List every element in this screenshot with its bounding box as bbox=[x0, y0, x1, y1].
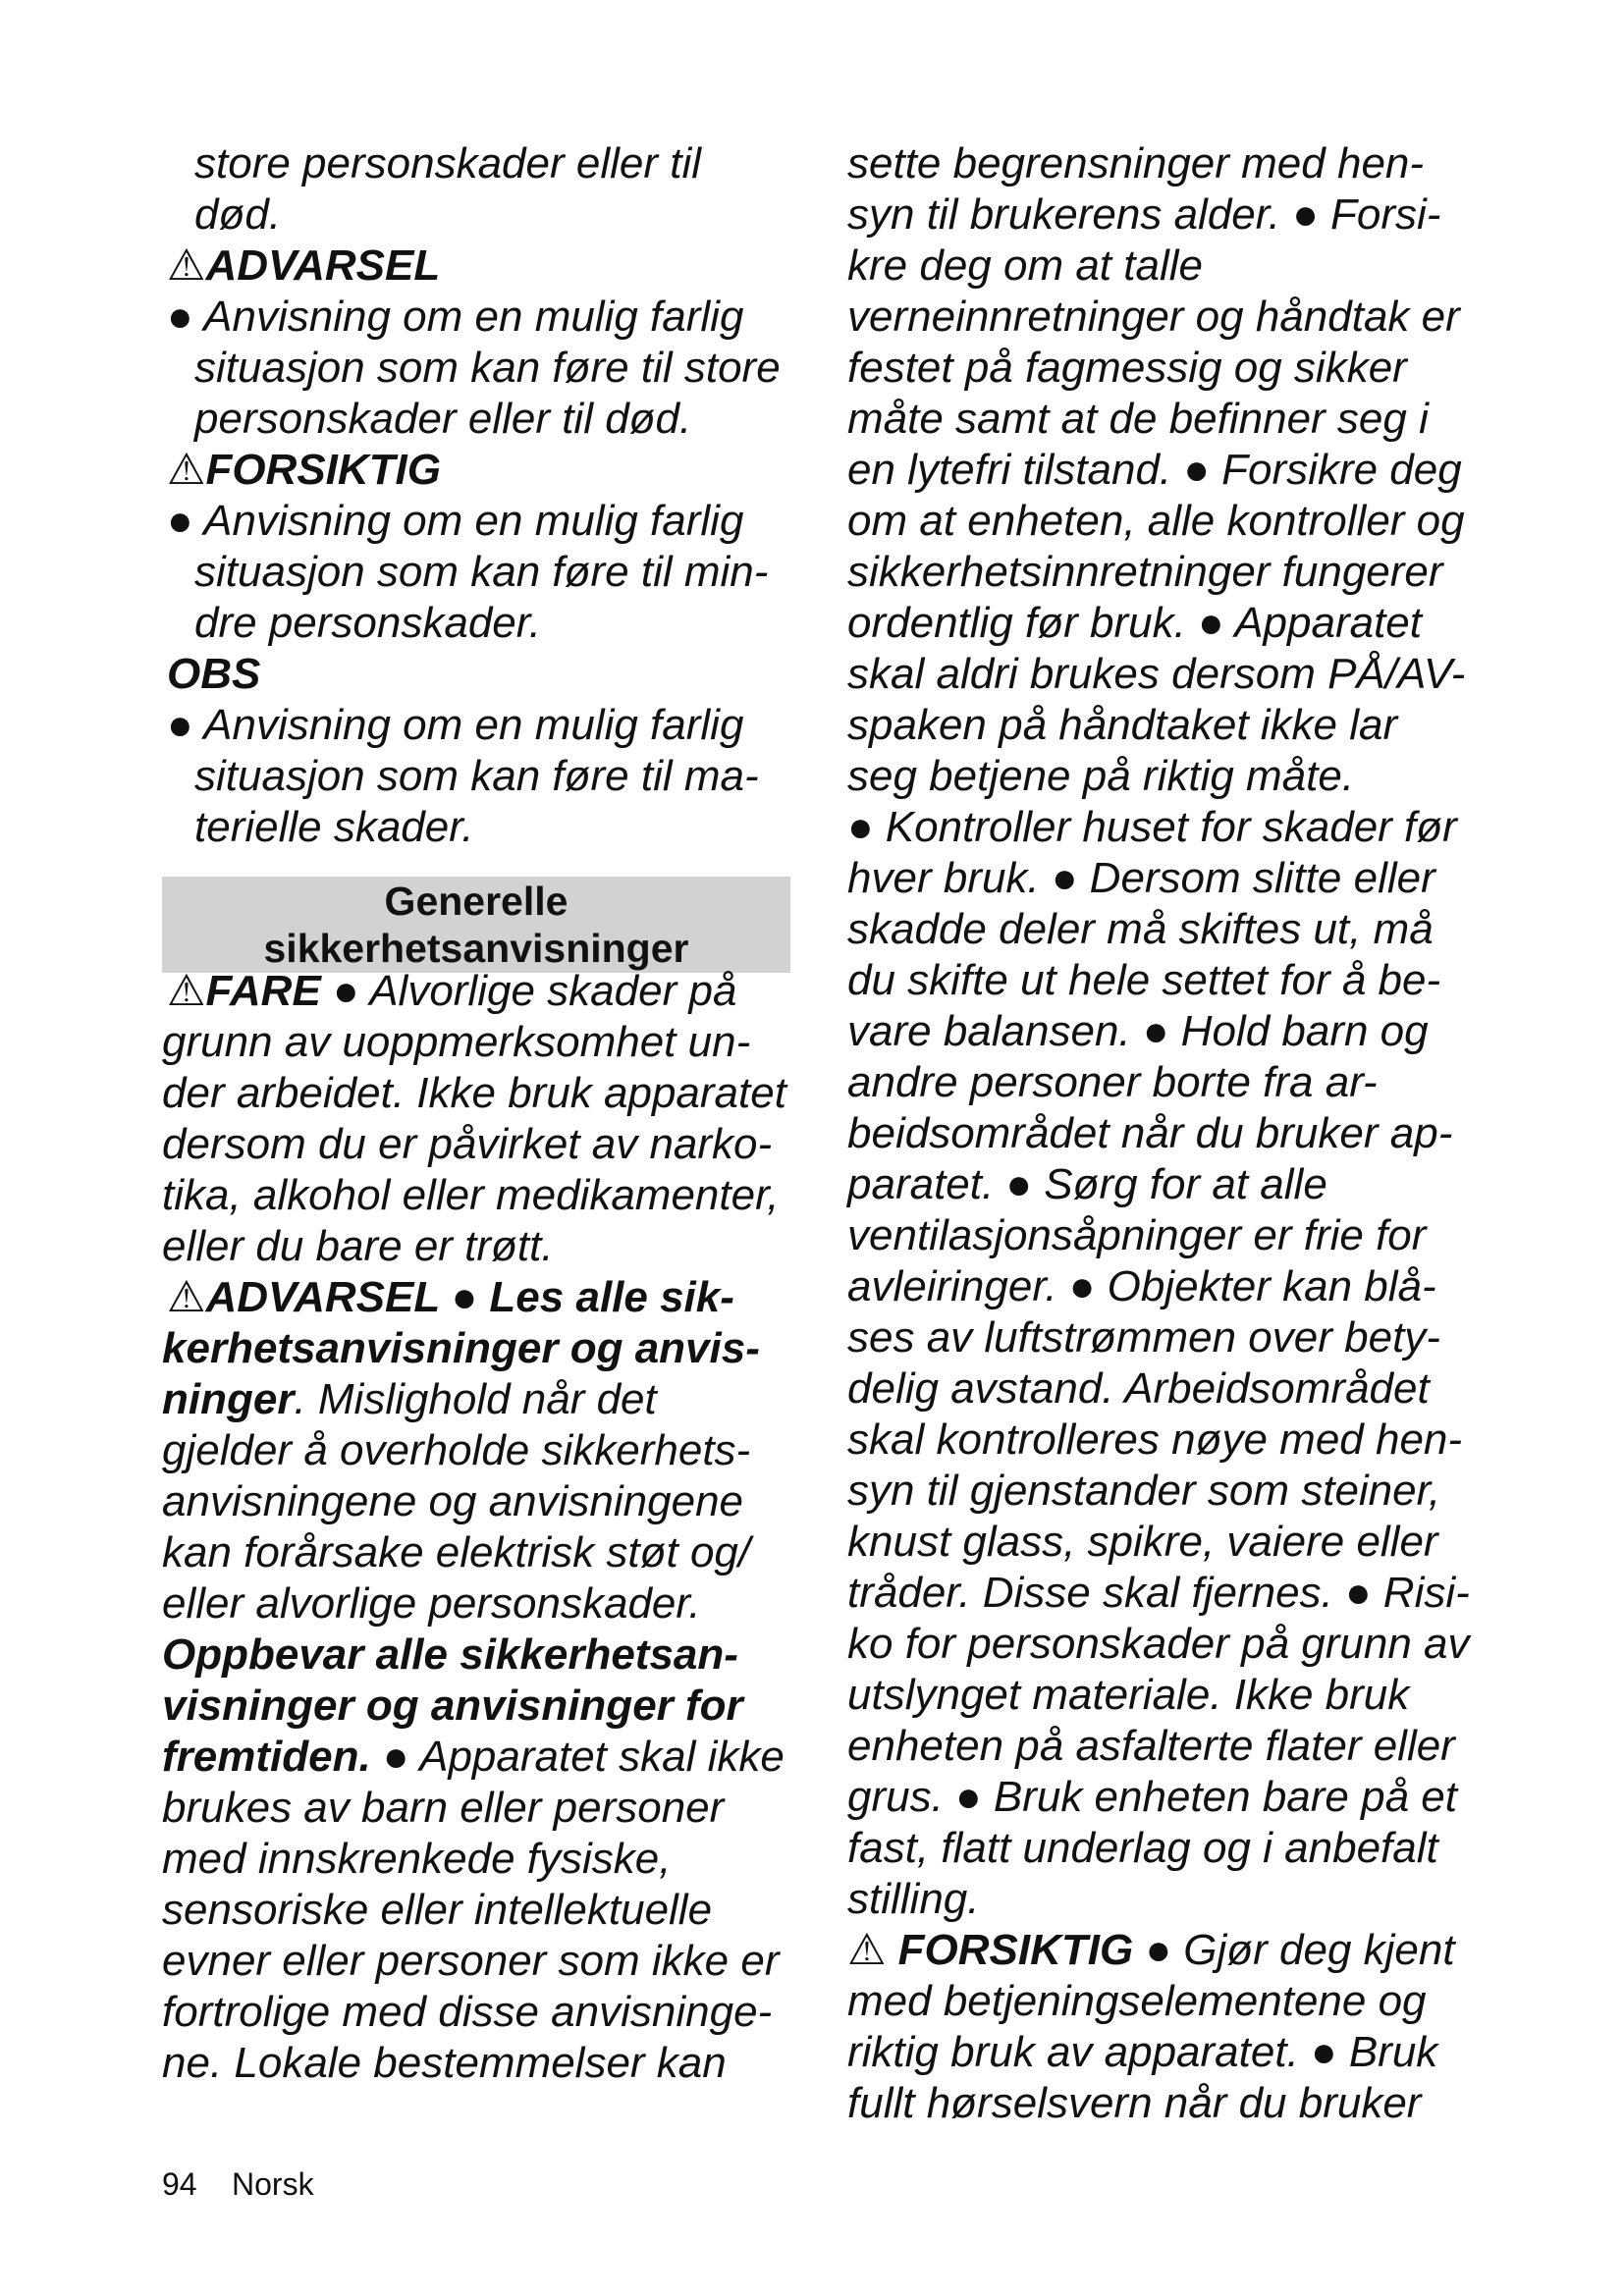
text-line: grunn av uoppmerksomhet un- bbox=[162, 1018, 751, 1066]
text-line: situasjon som kan føre til min- bbox=[194, 548, 769, 596]
text-line: med betjeningselementene og bbox=[847, 1977, 1427, 2025]
text-line: fast, flatt underlag og i anbefalt bbox=[847, 1824, 1438, 1872]
text-line: kre deg om at talle bbox=[847, 241, 1203, 290]
text-line: andre personer borte fra ar- bbox=[847, 1058, 1378, 1106]
text-line: stilling. bbox=[847, 1875, 980, 1923]
text-line: festet på fagmessig og sikker bbox=[847, 344, 1407, 392]
caution-label: ⚠ FORSIKTIG bbox=[847, 1926, 1134, 1974]
text-line: ne. Lokale bestemmelser kan bbox=[162, 2039, 727, 2087]
text-line: fullt hørselsvern når du bruker bbox=[847, 2079, 1422, 2127]
text-line: med innskrenkede fysiske, bbox=[162, 1835, 672, 1883]
text-line: syn til brukerens alder. ● Forsi- bbox=[847, 190, 1441, 239]
text-line: dersom du er påvirket av narko- bbox=[162, 1120, 773, 1168]
text-line: beidsområdet når du bruker ap- bbox=[847, 1109, 1453, 1157]
text-line: seg betjene på riktig måte. bbox=[847, 752, 1355, 800]
text-line: personskader eller til død. bbox=[194, 395, 692, 443]
text-line: ● Anvisning om en mulig farlig bbox=[167, 293, 744, 341]
text-line: eller du bare er trøtt. bbox=[162, 1222, 554, 1270]
page-language: Norsk bbox=[232, 2166, 314, 2202]
text-line bbox=[167, 966, 736, 1017]
text-line: syn til gjenstander som steiner, bbox=[847, 1467, 1441, 1515]
text-line: avleiringer. ● Objekter kan blå- bbox=[847, 1262, 1436, 1310]
text-line: grus. ● Bruk enheten bare på et bbox=[847, 1773, 1457, 1821]
text-line: delig avstand. Arbeidsområdet bbox=[847, 1364, 1430, 1413]
text-span: ● Gjør deg kjent bbox=[1133, 1926, 1455, 1974]
text-line: du skifte ut hele settet for å be- bbox=[847, 956, 1441, 1004]
text-line: ● Anvisning om en mulig farlig bbox=[167, 497, 744, 545]
text-line: ses av luftstrømmen over bety- bbox=[847, 1313, 1440, 1362]
text-line: ko for personskader på grunn av bbox=[847, 1620, 1470, 1668]
caution-label: ⚠FORSIKTIG bbox=[167, 446, 441, 494]
text-line: knust glass, spikre, vaiere eller bbox=[847, 1518, 1438, 1566]
text-line: evner eller personer som ikke er bbox=[162, 1937, 780, 1985]
text-line: skadde deler må skiftes ut, må bbox=[847, 905, 1434, 953]
section-heading: sikkerhetsanvisninger bbox=[263, 926, 689, 971]
section-heading: Generelle bbox=[384, 879, 568, 924]
text-line: gjelder å overholde sikkerhets- bbox=[162, 1426, 751, 1474]
text-line: tråder. Disse skal fjernes. ● Risi- bbox=[847, 1569, 1470, 1617]
text-span: ● Alvorlige skader på bbox=[320, 967, 737, 1015]
text-line: om at enheten, alle kontroller og bbox=[847, 497, 1465, 545]
text-line: utslynget materiale. Ikke bruk bbox=[847, 1671, 1410, 1719]
text-line: skal aldri brukes dersom PÅ/AV- bbox=[847, 650, 1466, 698]
text-line: verneinnretninger og håndtak er bbox=[847, 293, 1460, 341]
text-line: ● Kontroller huset for skader før bbox=[847, 803, 1457, 851]
text-line bbox=[847, 1925, 1455, 1976]
text-line: skal kontrolleres nøye med hen- bbox=[847, 1415, 1463, 1464]
text-line: enheten på asfalterte flater eller bbox=[847, 1722, 1455, 1770]
text-line: ● Anvisning om en mulig farlig bbox=[167, 701, 744, 749]
warning-label: ⚠ADVARSEL ● Les alle sik- bbox=[167, 1273, 734, 1321]
text-line: fortrolige med disse anvisninge- bbox=[162, 1988, 773, 2036]
danger-label: ⚠FARE bbox=[167, 967, 321, 1015]
notice-label: OBS bbox=[167, 650, 261, 698]
text-line: dre personskader. bbox=[194, 599, 542, 647]
text-line: riktig bruk av apparatet. ● Bruk bbox=[847, 2028, 1438, 2076]
page-number: 94 bbox=[162, 2166, 197, 2202]
text-line: ordentlig før bruk. ● Apparatet bbox=[847, 599, 1422, 647]
warning-label: ⚠ADVARSEL bbox=[167, 241, 441, 290]
text-span: . Mislighold når det bbox=[294, 1375, 657, 1423]
text-line: brukes av barn eller personer bbox=[162, 1784, 725, 1832]
text-line: kan forårsake elektrisk støt og/ bbox=[162, 1528, 751, 1576]
text-line: spaken på håndtaket ikke lar bbox=[847, 701, 1398, 749]
text-line: der arbeidet. Ikke bruk apparatet bbox=[162, 1069, 786, 1117]
text-line: anvisningene og anvisningene bbox=[162, 1477, 744, 1525]
text-line: store personskader eller til bbox=[194, 139, 702, 187]
text-line: paratet. ● Sørg for at alle bbox=[847, 1160, 1327, 1208]
text-line-bold: kerhetsanvisninger og anvis- bbox=[162, 1324, 760, 1372]
text-line bbox=[162, 1374, 657, 1425]
text-line: situasjon som kan føre til store bbox=[194, 344, 781, 392]
text-line: død. bbox=[194, 190, 282, 239]
text-line bbox=[162, 1732, 785, 1783]
text-line: eller alvorlige personskader. bbox=[162, 1579, 701, 1628]
text-line: situasjon som kan føre til ma- bbox=[194, 752, 759, 800]
text-line: sensoriske eller intellektuelle bbox=[162, 1886, 713, 1934]
text-line-bold: visninger og anvisninger for bbox=[162, 1682, 743, 1730]
text-span-bold: ninger bbox=[162, 1375, 295, 1423]
text-line: hver bruk. ● Dersom slitte eller bbox=[847, 854, 1435, 902]
text-span: ● Apparatet skal ikke bbox=[370, 1733, 785, 1781]
text-line: måte samt at de befinner seg i bbox=[847, 395, 1429, 443]
text-line: sette begrensninger med hen- bbox=[847, 139, 1425, 187]
text-line: vare balansen. ● Hold barn og bbox=[847, 1007, 1429, 1055]
text-span-bold: fremtiden. bbox=[162, 1733, 371, 1781]
text-line: en lytefri tilstand. ● Forsikre deg bbox=[847, 446, 1462, 494]
text-line-bold: Oppbevar alle sikkerhetsan- bbox=[162, 1630, 738, 1679]
text-line: terielle skader. bbox=[194, 803, 474, 851]
text-line: ventilasjonsåpninger er frie for bbox=[847, 1211, 1427, 1259]
text-line: tika, alkohol eller medikamenter, bbox=[162, 1171, 780, 1219]
text-line: sikkerhetsinnretninger fungerer bbox=[847, 548, 1443, 596]
